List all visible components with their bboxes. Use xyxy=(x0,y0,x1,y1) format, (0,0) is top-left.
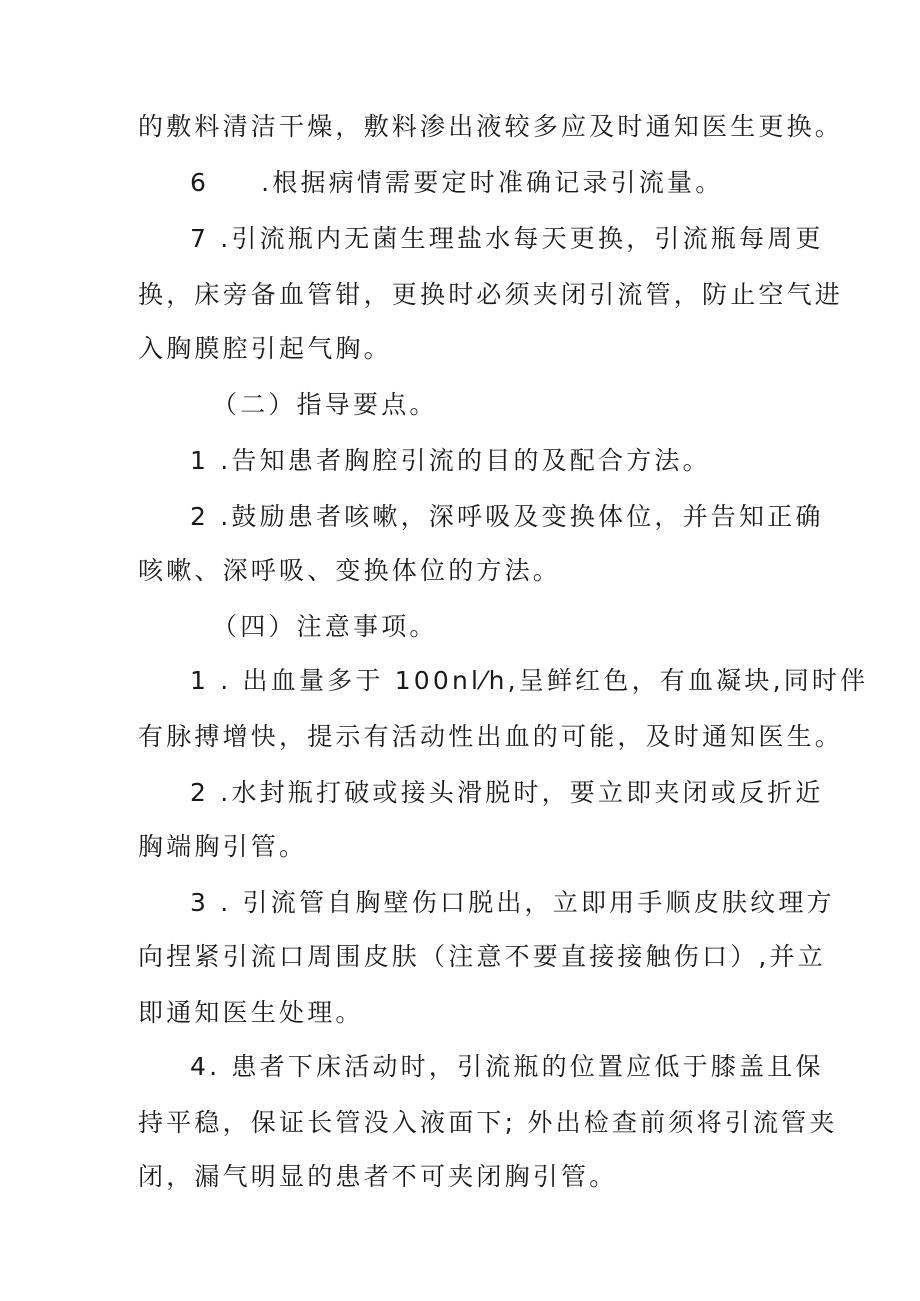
text-line: 2 .水封瓶打破或接头滑脱时，要立即夹闭或反折近 xyxy=(190,778,824,807)
text-line: 闭，漏气明显的患者不可夹闭胸引管。 xyxy=(138,1162,618,1191)
text-line: 入胸膜腔引起气胸。 xyxy=(138,334,392,363)
list-text: .根据病情需要定时准确记录引流量。 xyxy=(261,168,724,197)
section-heading: （四）注意事项。 xyxy=(212,612,438,641)
list-item-6 xyxy=(190,168,723,198)
text-line: 有脉搏增快，提示有活动性出血的可能，及时通知医生。 xyxy=(138,722,844,751)
list-number: 6 xyxy=(190,168,210,197)
text-line: 2 .鼓励患者咳嗽，深呼吸及变换体位，并告知正确 xyxy=(190,502,824,531)
text-line: 4. 患者下床活动时，引流瓶的位置应低于膝盖且保 xyxy=(190,1052,824,1081)
text-line: 3 . 引流管自胸壁伤口脱出，立即用手顺皮肤纹理方 xyxy=(190,888,835,917)
text-line: 咳嗽、深呼吸、变换体位的方法。 xyxy=(138,556,562,585)
section-heading: （二）指导要点。 xyxy=(212,390,438,419)
text-line: 的敷料清洁干燥，敷料渗出液较多应及时通知医生更换。 xyxy=(138,112,844,141)
text-line: 1 .告知患者胸腔引流的目的及配合方法。 xyxy=(190,446,711,475)
text-line: 胸端胸引管。 xyxy=(138,832,308,861)
text-line: 向捏紧引流口周围皮肤（注意不要直接接触伤口）,并立 xyxy=(138,942,826,971)
text-line: 7 .引流瓶内无菌生理盐水每天更换，引流瓶每周更 xyxy=(190,224,824,253)
text-line: 1 . 出血量多于 100nl⁄h,呈鲜红色，有血凝块,同时伴 xyxy=(190,666,869,695)
text-line: 持平稳，保证长管没入液面下; 外出检查前须将引流管夹 xyxy=(138,1108,838,1137)
text-line: 即通知医生处理。 xyxy=(138,998,364,1027)
text-line: 换，床旁备血管钳，更换时必须夹闭引流管，防止空气进 xyxy=(138,280,844,309)
